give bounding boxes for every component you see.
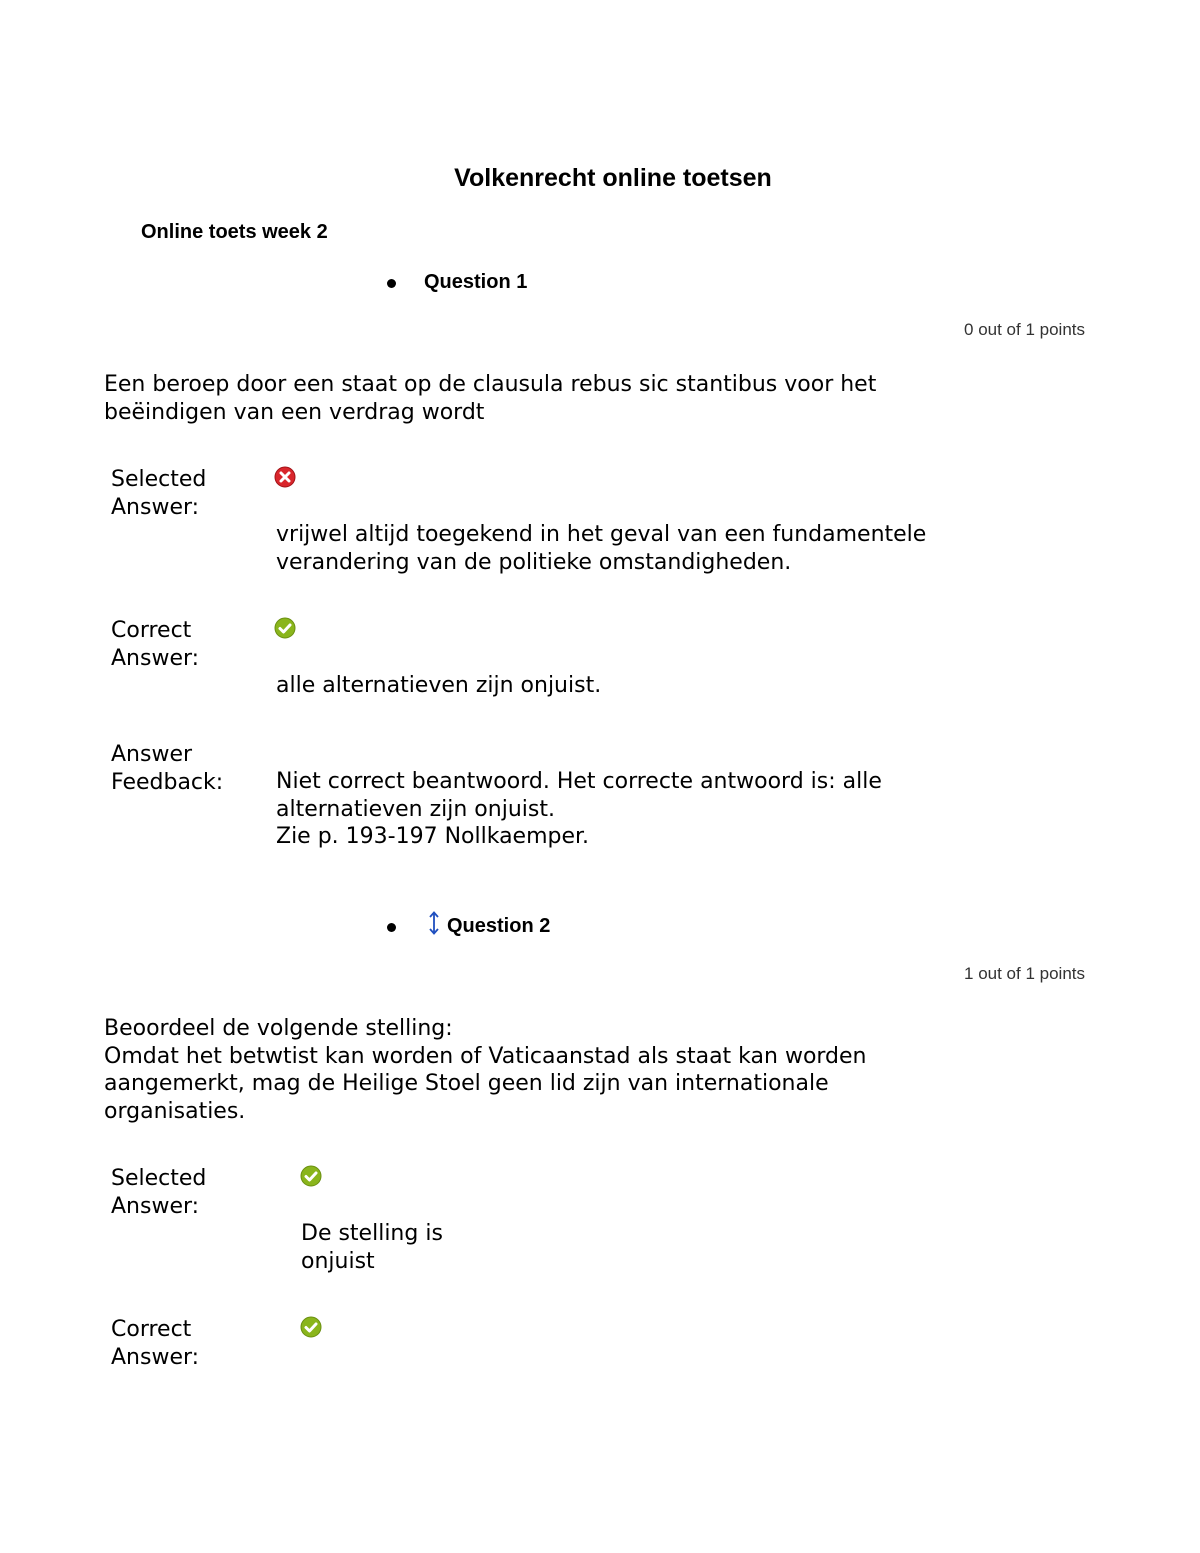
- correct-answer-label: Correct Answer:: [111, 618, 200, 671]
- up-down-arrow-icon: [428, 911, 440, 935]
- question-label: Question 2: [447, 915, 551, 937]
- answer-feedback-label: Answer Feedback:: [111, 742, 224, 795]
- selected-answer-text: De stelling is onjuist: [301, 1221, 443, 1274]
- question-text: Een beroep door een staat op de clausula rebus sic stantibus voor het beëindigen van een verdrag wordt: [104, 372, 877, 425]
- correct-icon: [300, 1165, 322, 1187]
- selected-answer-text: vrijwel altijd toegekend in het geval van een fundamentele verandering van de politieke omstandigheden.: [276, 522, 927, 575]
- points-badge: 0 out of 1 points: [964, 320, 1085, 339]
- bullet-icon: [387, 923, 396, 932]
- page-title: Volkenrecht online toetsen: [454, 164, 772, 192]
- answer-feedback-text: Niet correct beantwoord. Het correcte antwoord is: alle alternatieven zijn onjuist. Zie p. 193-197 Nollkaemper.: [276, 769, 882, 849]
- points-badge: 1 out of 1 points: [964, 964, 1085, 983]
- selected-answer-label: Selected Answer:: [111, 467, 207, 520]
- correct-answer-text: alle alternatieven zijn onjuist.: [276, 673, 602, 698]
- correct-answer-label: Correct Answer:: [111, 1317, 200, 1370]
- bullet-icon: [387, 279, 396, 288]
- selected-answer-label: Selected Answer:: [111, 1166, 207, 1219]
- page-subtitle: Online toets week 2: [141, 221, 328, 243]
- correct-icon: [274, 617, 296, 639]
- question-text: Beoordeel de volgende stelling: Omdat het betwtist kan worden of Vaticaanstad als staat kan worden aangemerkt, mag de Heilige Stoel geen lid zijn van internationale organisaties.: [104, 1016, 867, 1124]
- question-label: Question 1: [424, 271, 528, 293]
- incorrect-icon: [274, 466, 296, 488]
- correct-icon: [300, 1316, 322, 1338]
